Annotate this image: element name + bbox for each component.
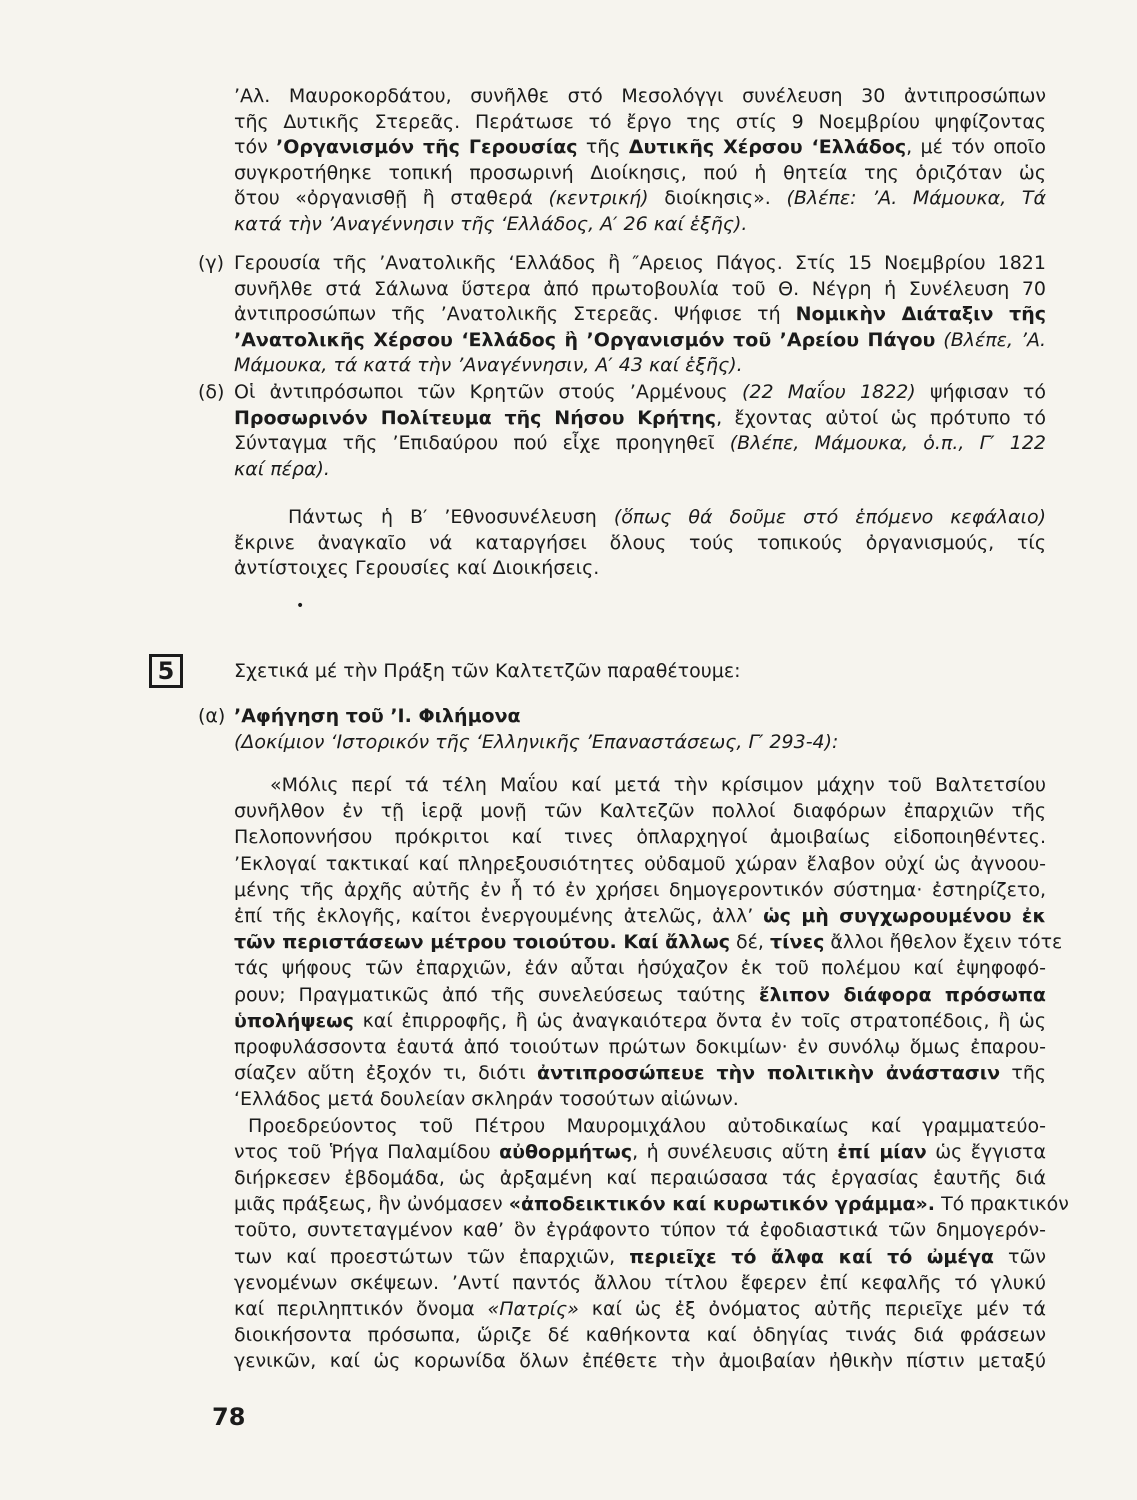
text-line: συνῆλθε στά Σάλωνα ὕστερα ἀπό πρωτοβουλία τοῦ Θ. Νέγρη ἡ Συνέλευση 70 — [234, 277, 1046, 300]
text-line: ’Αλ. Μαυροκορδάτου, συνῆλθε στό Μεσολόγγι συνέλευση 30 ἀντιπροσώπων — [234, 85, 1046, 107]
bold-term: ἀντιπροσώπευε τὴν πολιτικὴν ἀνάστασιν — [537, 1062, 1001, 1085]
text-line: ἀντιπροσώπων τῆς ’Ανατολικῆς Στερεᾶς. Ψήφισε τή Νομικὴν Διάταξιν τῆς — [234, 303, 1046, 326]
excerpt-title: ’Αφήγηση τοῦ ’Ι. Φιλήμονα — [234, 705, 521, 727]
text-line: Οἱ ἀντιπρόσωποι τῶν Κρητῶν στούς ’Αρμένους (22 Μαΐου 1822) ψήφισαν τό — [234, 381, 1046, 403]
citation: (Βλέπε: ’Α. Μάμουκα, Τά — [786, 187, 1046, 210]
paragraph-aitolia — [234, 84, 1046, 238]
text-line: διήρκεσεν ἑβδομάδα, ὡς ἀρξαμένη καί περαιώσασα τάς ἐργασίας ἑαυτῆς διά — [234, 1167, 1046, 1190]
bold-term: Δυτικῆς Χέρσου ‘Ελλάδος — [628, 136, 907, 159]
text-line: ἀντίστοιχες Γερουσίες καί Διοικήσεις. — [234, 557, 600, 580]
text-line: ὑπολήψεως καί ἐπιρροφῆς, ἢ ὡς ἀναγκαιότερα ὄντα ἐν τοῖς στρατοπέδοις, ἢ ὡς — [234, 1009, 1046, 1032]
excerpt-heading — [234, 704, 1046, 755]
text-line: γενικῶν, καί ὡς κορωνίδα ὅλων ἐπέθετε τὴν ἀμοιβαίαν ἠθικὴν πίστιν μεταξύ — [234, 1350, 1046, 1373]
bold-term: ἔλιπον διάφορα πρόσωπα — [759, 983, 1046, 1006]
section-number-box: 5 — [149, 654, 183, 688]
paragraph-pantos — [234, 505, 1046, 582]
item-label: (δ) — [198, 381, 225, 403]
text-line: τῆς Δυτικῆς Στερεᾶς. Περάτωσε τό ἔργο της στίς 9 Νοεμβρίου ψηφίζοντας — [234, 110, 1046, 133]
page-number: 78 — [212, 1403, 246, 1431]
bold-term: Νομικὴν Διάταξιν τῆς — [795, 303, 1046, 326]
paragraph-gamma — [234, 251, 1046, 379]
section-intro: Σχετικά μέ τὴν Πράξη τῶν Καλτετζῶν παραθέτουμε: — [234, 660, 741, 682]
text-line: Πάντως ἡ Β′ ’Εθνοσυνέλευση (ὅπως θά δοῦμε στό ἑπόμενο κεφάλαιο) — [288, 506, 1046, 528]
text-line: σίαζεν αὕτη ἐξοχόν τι, διότι ἀντιπροσώπευε τὴν πολιτικὴν ἀνάστασιν τῆς — [234, 1062, 1047, 1085]
quotation — [234, 772, 1069, 1375]
bold-term: Προσωρινόν Πολίτευμα τῆς Νήσου Κρήτης — [234, 406, 717, 429]
text-line: ἐπί τῆς ἐκλογῆς, καίτοι ἐνεργουμένης ἀτελῶς, ἀλλ’ ὡς μὴ συγχωρουμένου ἐκ — [234, 905, 1046, 928]
bold-term: ὡς μὴ συγχωρουμένου ἐκ — [763, 905, 1046, 928]
text-line: τῶν περιστάσεων μέτρου τοιούτου. Καί ἄλλως δέ, τίνες ἄλλοι ἤθελον ἔχειν τότε — [234, 931, 1063, 954]
paragraph-delta — [234, 380, 1046, 482]
text-line: Προσωρινόν Πολίτευμα τῆς Νήσου Κρήτης, ἔχοντας αὐτοί ὡς πρότυπο τό — [234, 406, 1046, 429]
text-line: τοῦτο, συντεταγμένον καθ’ ὃν ἐγράφοντο τύπον τά ἐφοδιαστικά τῶν δημογερόν- — [234, 1219, 1046, 1242]
text-line: ἔκρινε ἀναγκαῖο νά καταργήσει ὅλους τούς τοπικούς ὀργανισμούς, τίς — [234, 531, 1046, 554]
citation: Μάμουκα, τά κατά τὴν ’Αναγέννησιν, Α′ 43 καί ἑξῆς). — [234, 354, 743, 377]
excerpt-source: (Δοκίμιον ‘Ιστορικόν τῆς ‘Ελληνικῆς ’Επαναστάσεως, Γ′ 293-4): — [234, 730, 839, 753]
text-line: μένης τῆς ἀρχῆς αὐτῆς ἐν ἧ τό ἐν χρήσει δημογεροντικόν σύστημα· ἐστηρίζετο, — [234, 878, 1046, 901]
text-line: των καί προεστώτων τῶν ἐπαρχιῶν, περιεῖχε τό ἄλφα καί τό ὠμέγα τῶν — [234, 1245, 1046, 1268]
bold-term: ’Οργανισμόν τῆς Γερουσίας — [276, 136, 578, 159]
item-label: (γ) — [198, 252, 225, 274]
citation: καί πέρα). — [234, 457, 330, 480]
text-line: τάς ψήφους τῶν ἐπαρχιῶν, ἐάν αὖται ἡσύχαζον ἐκ τοῦ πολέμου καί ἐψηφοφό- — [234, 957, 1046, 980]
text-line: διοικήσοντα πρόσωπα, ὥριζε δέ καθήκοντα καί ὁδηγίας τινάς διά φράσεων — [234, 1324, 1046, 1347]
text-line: καί περιληπτικόν ὄνομα «Πατρίς» καί ὡς ἐξ ὀνόματος αὐτῆς περιεῖχε μέν τά — [234, 1298, 1046, 1321]
item-label: (α) — [198, 705, 226, 727]
bold-term: τῶν περιστάσεων μέτρου τοιούτου. Καί ἄλλως — [234, 931, 730, 954]
text-line: ὅτου «ὀργανισθῇ ἢ σταθερά (κεντρική) διοίκησις». (Βλέπε: ’Α. Μάμουκα, Τά — [234, 187, 1046, 210]
bold-term: «ἀποδεικτικόν καί κυρωτικόν γράμμα». — [508, 1193, 936, 1216]
text-line: Σύνταγμα τῆς ’Επιδαύρου πού εἶχε προηγηθεῖ (Βλέπε, Μάμουκα, ὁ.π., Γ′ 122 — [234, 432, 1046, 455]
text-line: «Μόλις περί τά τέλη Μαΐου καί μετά τὴν κρίσιμον μάχην τοῦ Βαλτετσίου — [270, 774, 1046, 796]
text-line: γενομένων σκέψεων. ’Αντί παντός ἄλλου τίτλου ἔφερεν ἐπί κεφαλῆς τό γλυκύ — [234, 1271, 1046, 1294]
text-line: ‘Ελλάδος μετά δουλείαν σκληράν τοσούτων αἰώνων. — [234, 1088, 739, 1111]
citation: κατά τὴν ’Αναγέννησιν τῆς ‘Ελλάδος, Α′ 26 καί ἑξῆς). — [234, 212, 748, 235]
text-line: Πελοποννήσου πρόκριτοι καί τινες ὁπλαρχηγοί ἀμοιβαίως εἰδοποιηθέντες. — [234, 826, 1046, 849]
bold-term: ’Ανατολικῆς Χέρσου ‘Ελλάδος ἢ ’Οργανισμόν τοῦ ’Αρείου Πάγου — [234, 328, 936, 351]
text-line: ’Εκλογαί τακτικαί καί πληρεξουσιότητες οὐδαμοῦ χώραν ἔλαβον οὐχί ὡς ἀγνοου- — [234, 852, 1046, 875]
bold-term: περιεῖχε τό ἄλφα καί τό ὠμέγα — [629, 1245, 994, 1268]
bold-term: ὑπολήψεως — [234, 1009, 354, 1032]
text-line: Προεδρεύοντος τοῦ Πέτρου Μαυρομιχάλου αὐτοδικαίως καί γραμματεύο- — [248, 1114, 1046, 1137]
text-line: ντος τοῦ Ῥήγα Παλαμίδου αὐθορμήτως, ἡ συνέλευσις αὕτη ἐπί μίαν ὡς ἔγγιστα — [234, 1140, 1046, 1163]
text-line: ’Ανατολικῆς Χέρσου ‘Ελλάδος ἢ ’Οργανισμόν τοῦ ’Αρείου Πάγου (Βλέπε, ’Α. — [234, 328, 1046, 351]
text-line: προφυλάσσοντα ἑαυτά ἀπό τοιούτων πρώτων δοκιμίων· ἐν συνόλῳ ὅμως ἐπαρου- — [234, 1036, 1046, 1059]
marginal-mark: • — [296, 598, 305, 614]
text-line: συγκροτήθηκε τοπική προσωρινή Διοίκησις, πού ἡ θητεία της ὁριζόταν ὡς — [234, 161, 1046, 184]
text-line: Γερουσία τῆς ’Ανατολικῆς ‘Ελλάδος ἢ ″Αρειος Πάγος. Στίς 15 Νοεμβρίου 1821 — [234, 252, 1046, 274]
text-line: ρουν; Πραγματικῶς ἀπό τῆς συνελεύσεως ταύτης ἔλιπον διάφορα πρόσωπα — [234, 983, 1046, 1006]
text-line: τόν ’Οργανισμόν τῆς Γερουσίας τῆς Δυτικῆς Χέρσου ‘Ελλάδος, μέ τόν οποῖο — [234, 136, 1046, 159]
text-line: συνῆλθον ἐν τῇ ἱερᾷ μονῇ τῶν Καλτεζῶν πολλοί διαφόρων ἐπαρχιῶν τῆς — [234, 800, 1046, 823]
text-line: μιᾶς πράξεως, ἣν ὠνόμασεν «ἀποδεικτικόν καί κυρωτικόν γράμμα». Τό πρακτικόν — [234, 1193, 1069, 1216]
